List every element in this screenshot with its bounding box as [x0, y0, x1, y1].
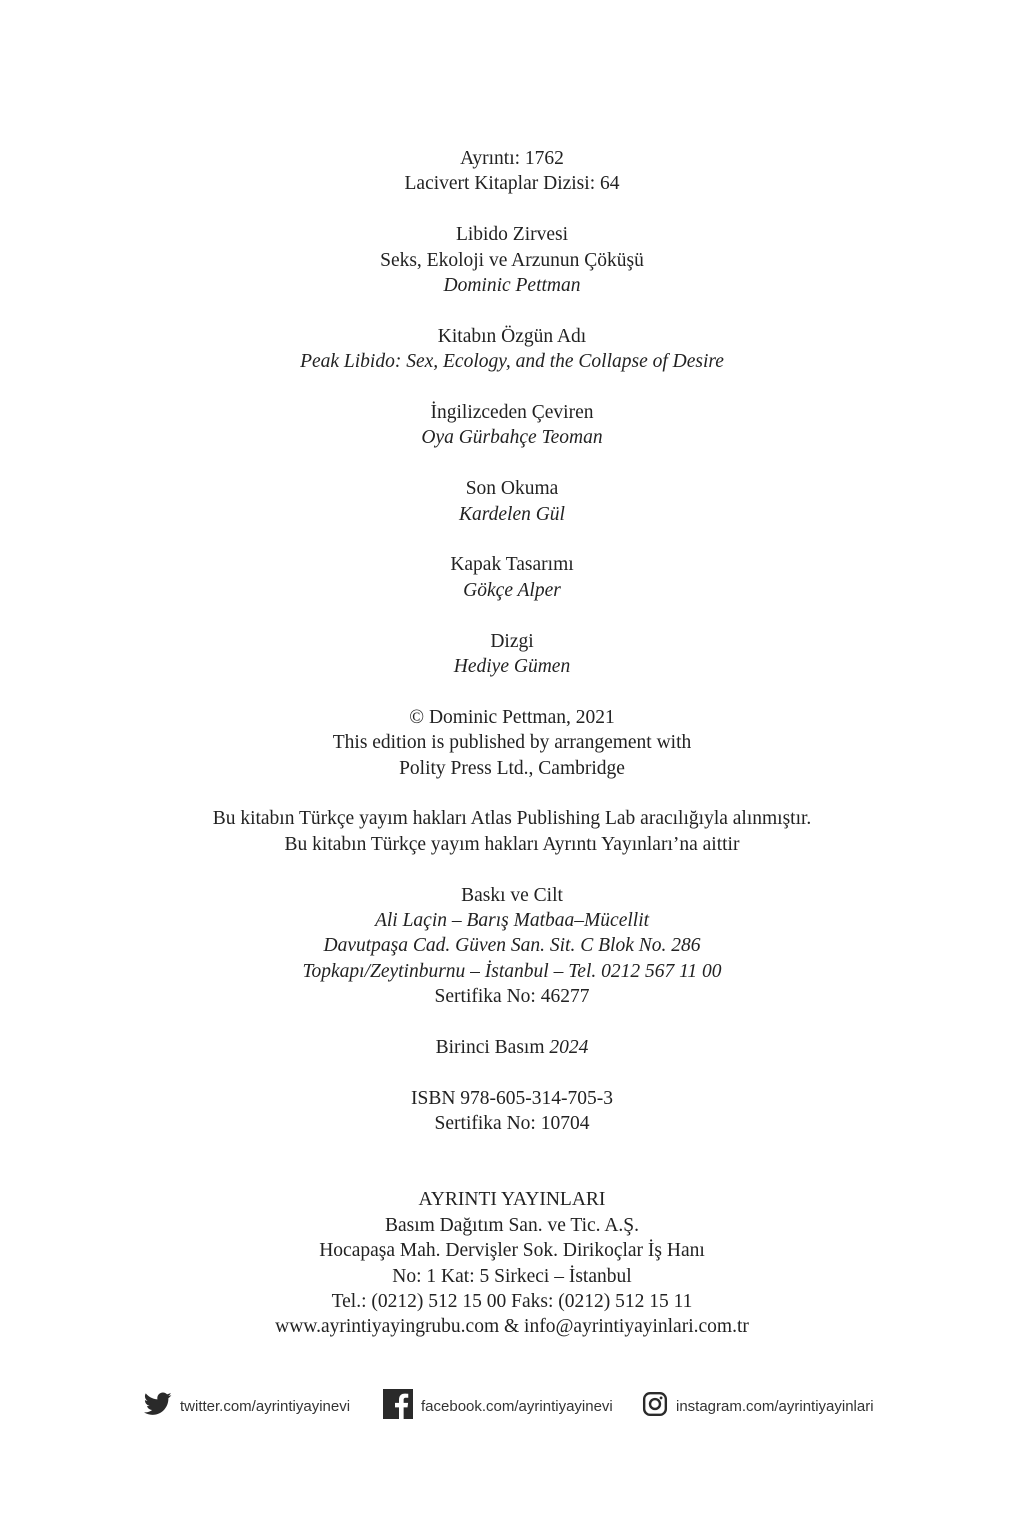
proofreading-label: Son Okuma — [465, 478, 559, 500]
social-links — [0, 1388, 1024, 1424]
original-title-label: Kitabın Özgün Adı — [437, 325, 587, 347]
instagram-link-label: instagram.com/ayrintiyayinlari — [676, 1397, 874, 1415]
printer-address-2: Topkapı/Zeytinburnu – İstanbul – Tel. 0212 567 11 00 — [302, 960, 722, 982]
copyright-line: © Dominic Pettman, 2021 — [409, 706, 615, 728]
original-publisher-line: Polity Press Ltd., Cambridge — [399, 757, 625, 779]
publisher-address-2: No: 1 Kat: 5 Sirkeci – İstanbul — [392, 1265, 632, 1287]
rights-line-2: Bu kitabın Türkçe yayım hakları Ayrıntı Yayınları’na aittir — [284, 833, 740, 855]
instagram-icon — [642, 1391, 668, 1422]
printing-label: Baskı ve Cilt — [461, 884, 563, 906]
publisher-company: Basım Dağıtım San. ve Tic. A.Ş. — [384, 1214, 640, 1236]
cover-designer-name: Gökçe Alper — [463, 579, 561, 601]
edition-label: Birinci Basım — [435, 1037, 545, 1059]
twitter-icon — [144, 1392, 172, 1421]
twitter-link[interactable] — [144, 1388, 350, 1424]
colophon — [0, 146, 1024, 1340]
facebook-link-label: facebook.com/ayrintiyayinevi — [421, 1397, 613, 1415]
isbn: ISBN 978-605-314-705-3 — [410, 1087, 614, 1109]
book-title: Libido Zirvesi — [455, 224, 569, 246]
printer-name: Ali Laçin – Barış Matbaa–Mücellit — [374, 910, 650, 932]
original-title: Peak Libido: Sex, Ecology, and the Collapse of Desire — [300, 351, 724, 373]
instagram-link[interactable] — [642, 1388, 874, 1424]
twitter-link-label: twitter.com/ayrintiyayinevi — [180, 1397, 351, 1415]
facebook-link[interactable] — [383, 1388, 613, 1424]
series-name: Lacivert Kitaplar Dizisi: 64 — [404, 173, 620, 195]
publisher-address-1: Hocapaşa Mah. Dervişler Sok. Dirikoçlar İş Hanı — [319, 1240, 705, 1262]
rights-line-1: Bu kitabın Türkçe yayım hakları Atlas Publishing Lab aracılığıyla alınmıştır. — [212, 808, 812, 830]
book-author: Dominic Pettman — [443, 275, 581, 297]
cover-design-label: Kapak Tasarımı — [450, 554, 574, 576]
publisher-web-email: www.ayrintiyayingrubu.com & info@ayrintiyayinlari.com.tr — [275, 1316, 749, 1338]
typesetter-name: Hediye Gümen — [453, 656, 571, 678]
publisher-name: AYRINTI YAYINLARI — [418, 1189, 606, 1211]
translator-label: İngilizceden Çeviren — [430, 402, 594, 424]
proofreader-name: Kardelen Gül — [459, 503, 565, 525]
edition-line — [0, 1035, 1024, 1060]
translator-name: Oya Gürbahçe Teoman — [421, 427, 603, 449]
edition-year: 2024 — [549, 1037, 589, 1059]
typesetting-label: Dizgi — [490, 630, 534, 652]
book-subtitle: Seks, Ekoloji ve Arzunun Çöküşü — [380, 249, 644, 271]
printer-certificate: Sertifika No: 46277 — [434, 986, 590, 1008]
series-number: Ayrıntı: 1762 — [460, 148, 564, 169]
printer-address-1: Davutpaşa Cad. Güven San. Sit. C Blok No. 286 — [323, 935, 701, 957]
arrangement-line: This edition is published by arrangement with — [332, 732, 692, 754]
publisher-certificate: Sertifika No: 10704 — [434, 1113, 590, 1135]
publisher-phone: Tel.: (0212) 512 15 00 Faks: (0212) 512 15 11 — [331, 1291, 693, 1313]
facebook-icon — [383, 1389, 413, 1424]
